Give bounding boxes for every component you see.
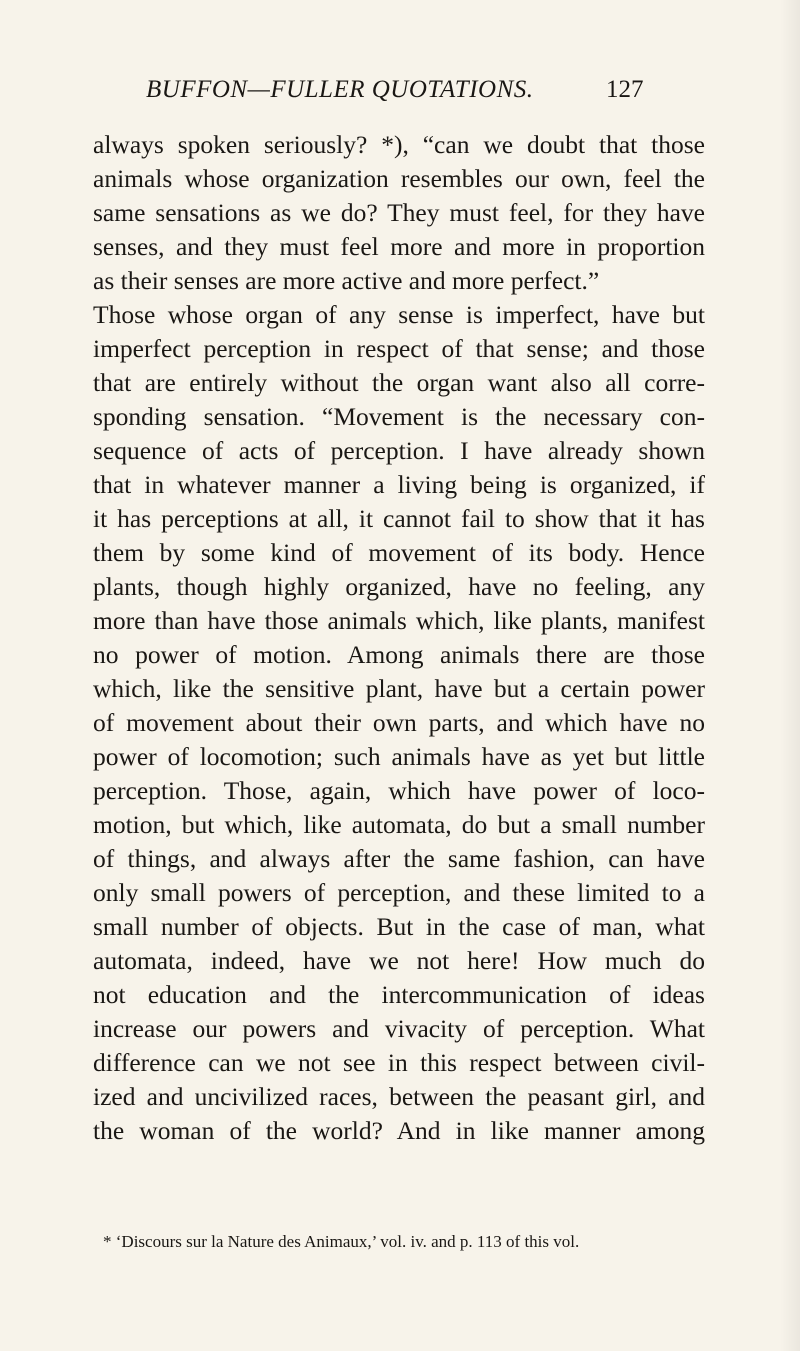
text-line: as their senses are more active and more perfect.”	[93, 266, 600, 295]
text-line: that are entirely without the organ want also all corre-	[93, 368, 705, 397]
text-line: senses, and they must feel more and more in proportion	[93, 232, 705, 261]
text-line: imperfect perception in respect of that sense; and those	[93, 334, 705, 363]
text-line: them by some kind of movement of its body. Hence	[93, 538, 705, 567]
page-number: 127	[606, 76, 644, 103]
text-line: the woman of the world? And in like manner among	[93, 1116, 705, 1145]
text-line: sponding sensation. “Movement is the necessary con-	[93, 402, 705, 431]
text-line: animals whose organization resembles our own, feel the	[93, 164, 705, 193]
text-line: increase our powers and vivacity of perception. What	[93, 1014, 705, 1043]
page-edge-shadow	[780, 0, 800, 1351]
running-title: BUFFON—FULLER QUOTATIONS.	[146, 76, 534, 103]
text-line: no power of motion. Among animals there are those	[93, 640, 705, 669]
text-line: motion, but which, like automata, do but a small number	[93, 810, 705, 839]
text-line: ized and uncivilized races, between the peasant girl, and	[93, 1082, 705, 1111]
text-line: always spoken seriously? *), “can we doubt that those	[93, 130, 705, 159]
text-line: of movement about their own parts, and which have no	[93, 708, 705, 737]
text-line: perception. Those, again, which have power of loco-	[93, 776, 705, 805]
text-line: plants, though highly organized, have no feeling, any	[93, 572, 705, 601]
text-line: only small powers of perception, and these limited to a	[93, 878, 705, 907]
body-text	[93, 128, 705, 1148]
text-line: power of locomotion; such animals have as yet but little	[93, 742, 705, 771]
text-line: sequence of acts of perception. I have already shown	[93, 436, 705, 465]
text-line: more than have those animals which, like plants, manifest	[93, 606, 705, 635]
text-line: that in whatever manner a living being is organized, if	[93, 470, 705, 499]
text-line: which, like the sensitive plant, have but a certain power	[93, 674, 705, 703]
footnote: * ‘Discours sur la Nature des Animaux,’ vol. iv. and p. 113 of this vol.	[103, 1232, 580, 1251]
text-line: of things, and always after the same fashion, can have	[93, 844, 705, 873]
text-line: automata, indeed, have we not here! How much do	[93, 946, 705, 975]
text-line: small number of objects. But in the case of man, what	[93, 912, 705, 941]
text-line: same sensations as we do? They must feel, for they have	[93, 198, 705, 227]
text-line: it has perceptions at all, it cannot fail to show that it has	[93, 504, 705, 533]
running-head	[0, 74, 800, 114]
text-line: Those whose organ of any sense is imperfect, have but	[93, 300, 705, 329]
text-line: not education and the intercommunication of ideas	[93, 980, 705, 1009]
text-line: difference can we not see in this respect between civil-	[93, 1048, 705, 1077]
